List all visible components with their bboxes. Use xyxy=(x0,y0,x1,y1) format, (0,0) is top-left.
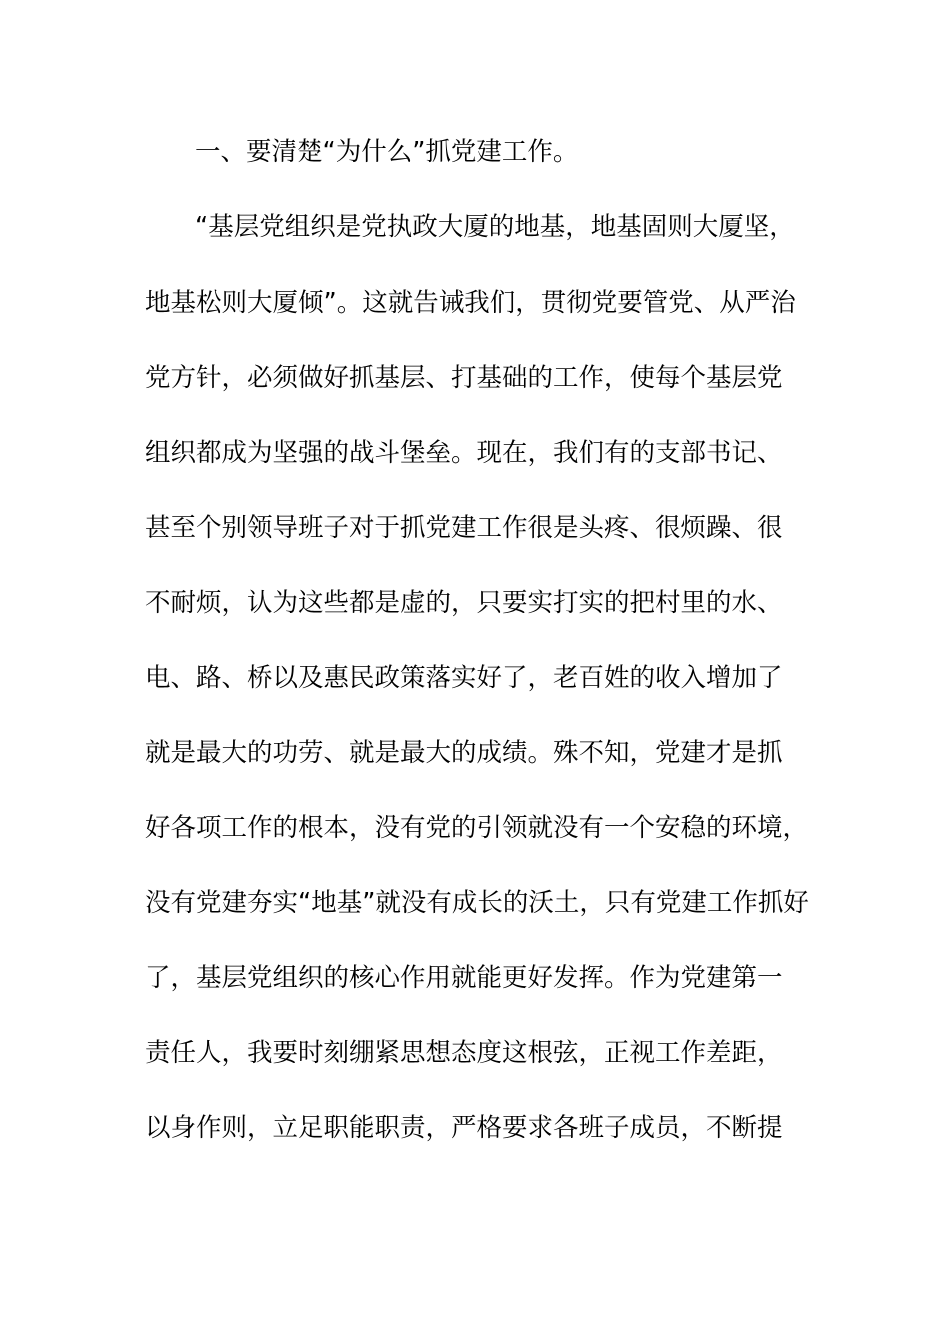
paragraph-line: “基层党组织是党执政大厦的地基，地基固则大厦坚， xyxy=(195,212,795,242)
paragraph-line: 甚至个别领导班子对于抓党建工作很是头疼、很烦躁、很 xyxy=(145,513,783,543)
paragraph-line: 地基松则大厦倾”。这就告诫我们，贯彻党要管党、从严治 xyxy=(145,288,796,318)
paragraph-line: 以身作则，立足职能职责，严格要求各班子成员，不断提 xyxy=(145,1113,783,1143)
section-heading: 一、要清楚“为什么”抓党建工作。 xyxy=(195,137,579,167)
paragraph-line: 组织都成为坚强的战斗堡垒。现在，我们有的支部书记、 xyxy=(145,438,783,468)
paragraph-line: 就是最大的功劳、就是最大的成绩。殊不知，党建才是抓 xyxy=(145,738,783,768)
paragraph-line: 责任人，我要时刻绷紧思想态度这根弦，正视工作差距， xyxy=(145,1038,783,1068)
paragraph-line: 电、路、桥以及惠民政策落实好了，老百姓的收入增加了 xyxy=(145,663,783,693)
paragraph-line: 了，基层党组织的核心作用就能更好发挥。作为党建第一 xyxy=(145,963,783,993)
paragraph-line: 没有党建夯实“地基”就没有成长的沃土，只有党建工作抓好 xyxy=(145,888,809,918)
paragraph-line: 不耐烦，认为这些都是虚的，只要实打实的把村里的水、 xyxy=(145,588,783,618)
paragraph-line: 党方针，必须做好抓基层、打基础的工作，使每个基层党 xyxy=(145,363,783,393)
paragraph-line: 好各项工作的根本，没有党的引领就没有一个安稳的环境， xyxy=(145,813,809,843)
